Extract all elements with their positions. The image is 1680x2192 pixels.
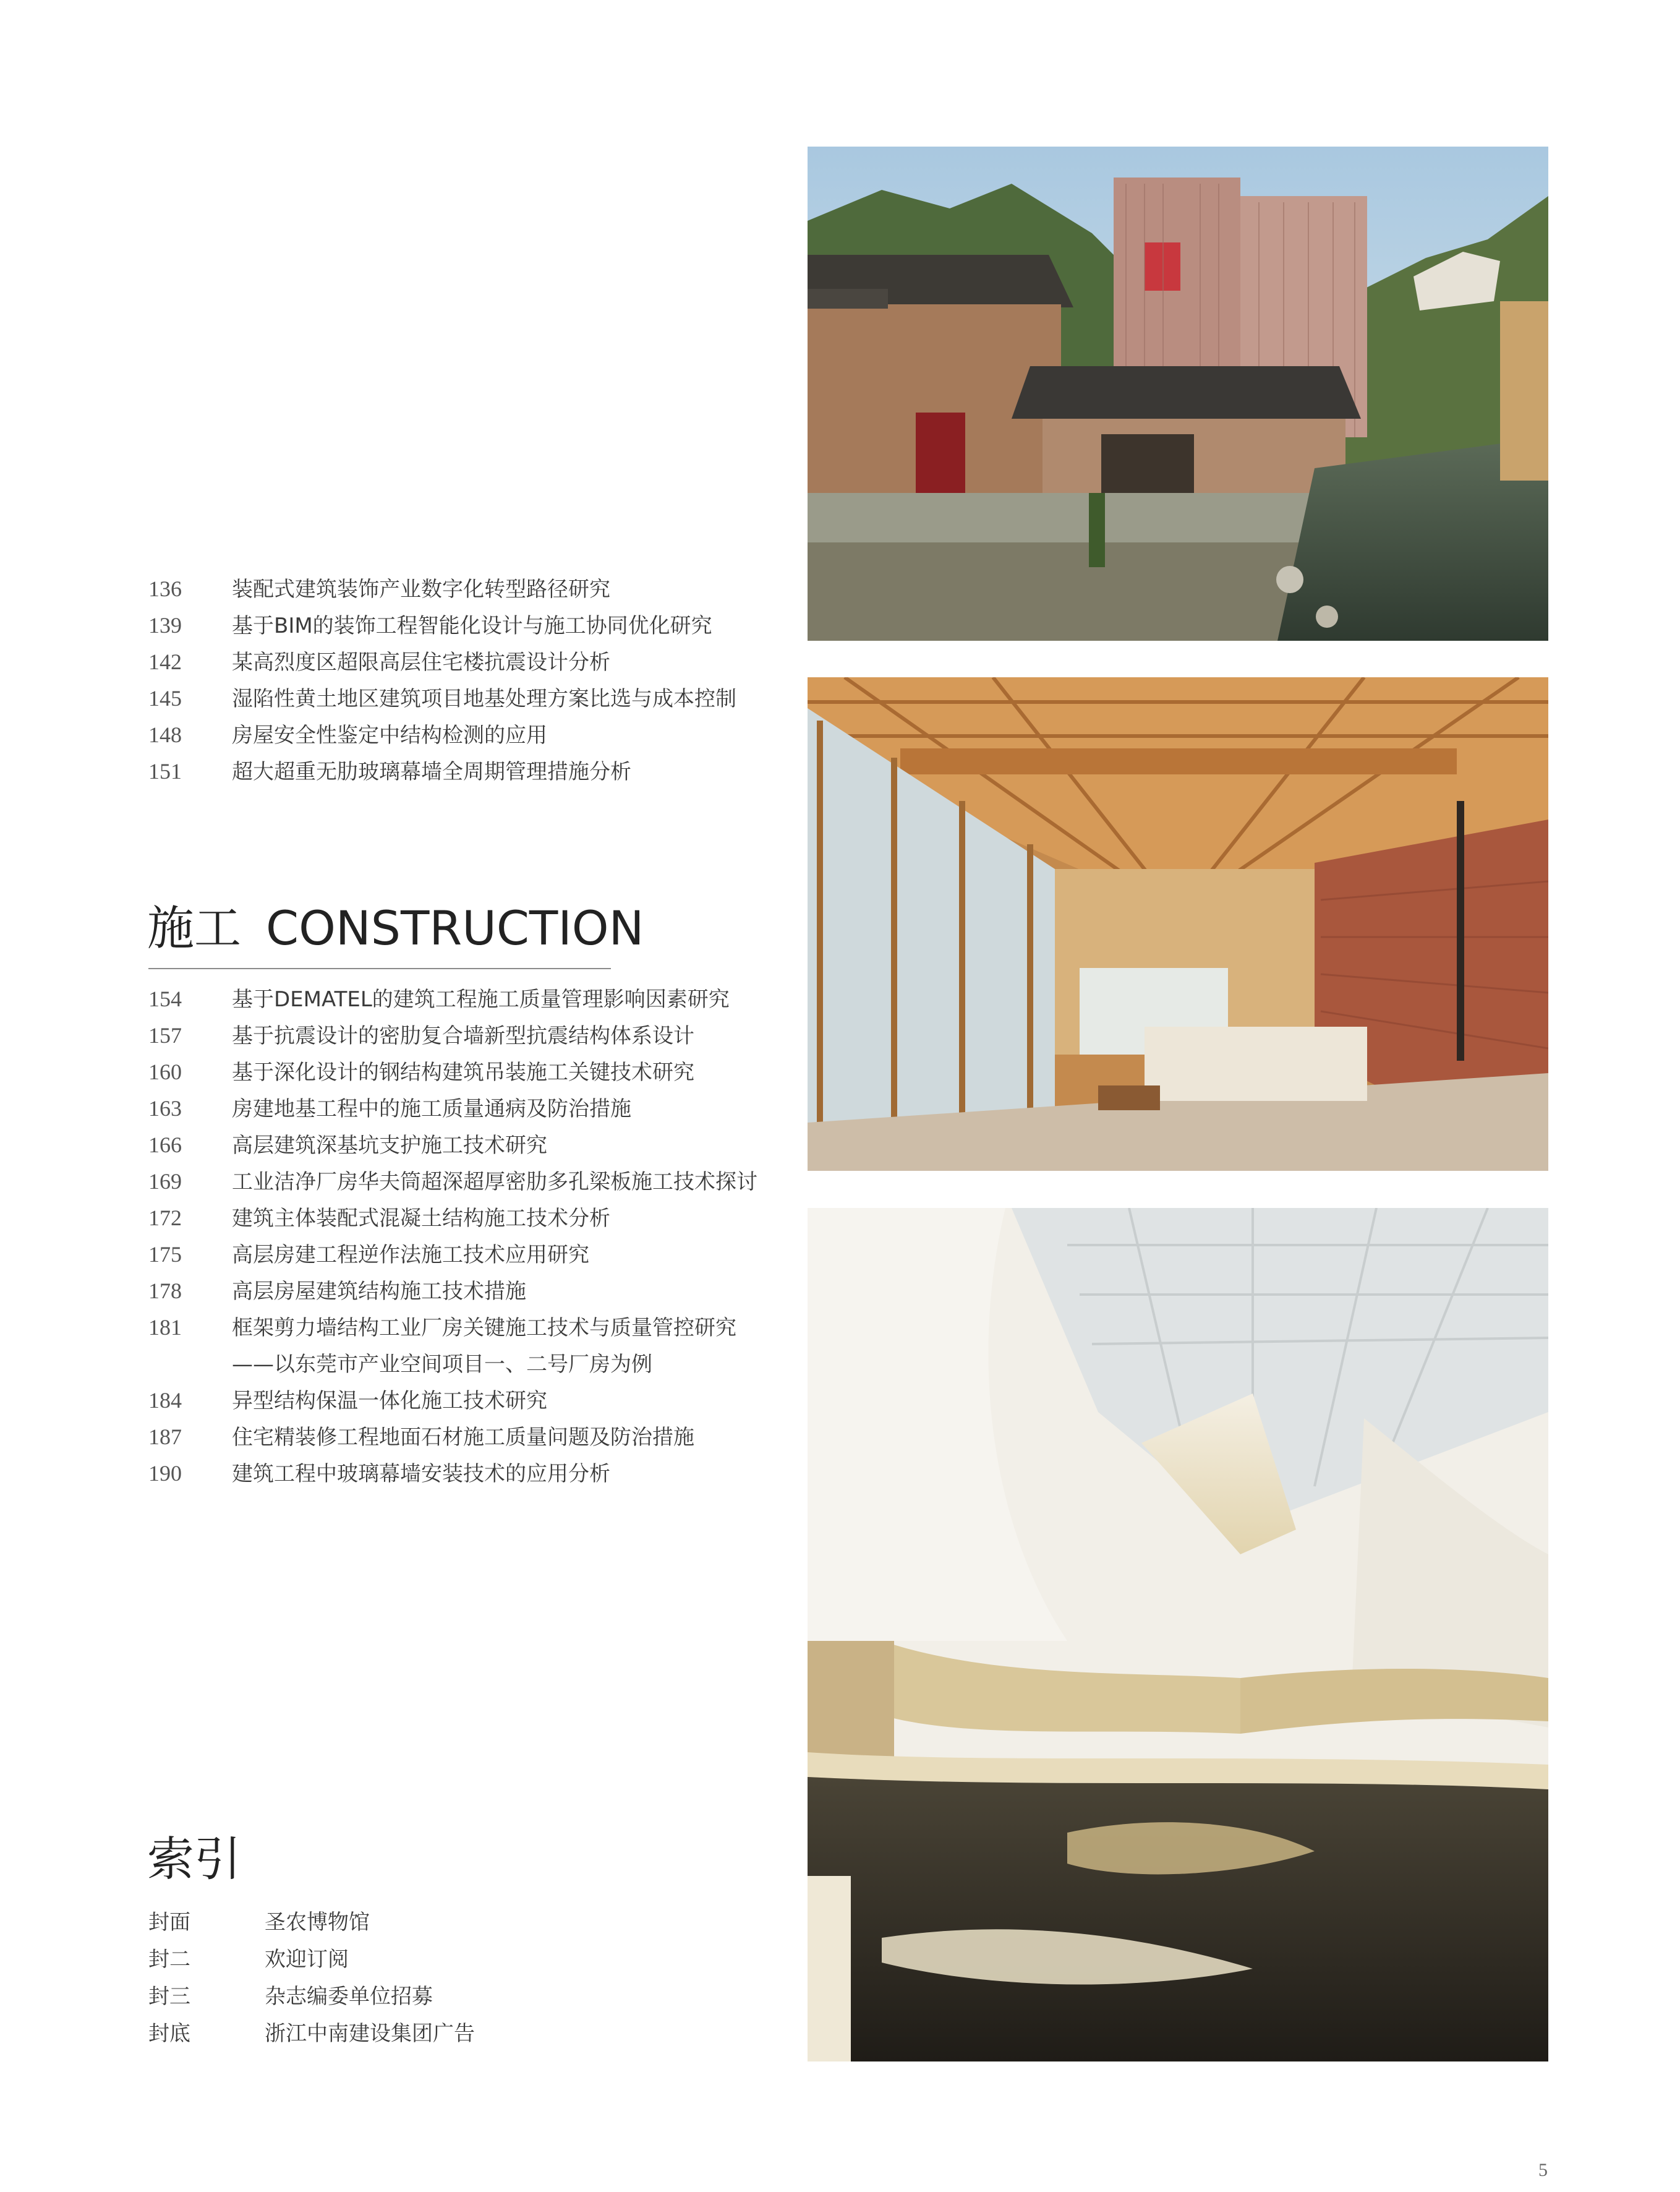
toc-item[interactable]	[148, 1384, 757, 1420]
toc-item[interactable]	[148, 645, 736, 682]
toc-item[interactable]	[148, 1128, 757, 1165]
construction-heading	[147, 891, 644, 958]
toc-page-number: 148	[148, 722, 182, 747]
timber-hall-interior-photo	[808, 677, 1548, 1171]
toc-item[interactable]	[148, 1311, 757, 1347]
toc-item[interactable]	[148, 1055, 757, 1092]
toc-item[interactable]	[148, 609, 736, 645]
toc-title: 建筑工程中玻璃幕墙安装技术的应用分析	[232, 1462, 610, 1486]
page-number: 5	[1538, 2160, 1548, 2180]
toc-page-number: 160	[148, 1060, 182, 1084]
village-exterior-photo	[808, 147, 1548, 641]
index-list	[148, 1905, 475, 2053]
toc-page-number: 163	[148, 1096, 182, 1121]
toc-page-number: 154	[148, 987, 182, 1011]
construction-heading-cn: 施工	[147, 901, 241, 956]
construction-heading-en: CONSTRUCTION	[266, 901, 644, 956]
index-item	[148, 1979, 475, 2016]
index-value: 杂志编委单位招募	[265, 1984, 433, 2009]
index-key: 封三	[148, 1984, 190, 2009]
toc-title: 基于抗震设计的密肋复合墙新型抗震结构体系设计	[232, 1024, 694, 1048]
toc-title: 基于BIM的装饰工程智能化设计与施工协同优化研究	[232, 614, 712, 638]
toc-item[interactable]	[148, 1457, 757, 1493]
index-value: 欢迎订阅	[265, 1947, 349, 1972]
toc-list-construction	[148, 982, 757, 1493]
toc-title: 装配式建筑装饰产业数字化转型路径研究	[232, 577, 610, 602]
toc-title: 框架剪力墙结构工业厂房关键施工技术与质量管控研究	[232, 1316, 736, 1340]
index-key: 封面	[148, 1910, 190, 1935]
toc-page-number: 166	[148, 1132, 182, 1157]
index-key: 封底	[148, 2021, 190, 2046]
toc-item[interactable]	[148, 718, 736, 755]
index-heading: 索引	[147, 1831, 241, 1886]
toc-page-number: 184	[148, 1388, 182, 1413]
toc-title: 异型结构保温一体化施工技术研究	[232, 1389, 547, 1413]
toc-title: 高层房屋建筑结构施工技术措施	[232, 1279, 526, 1304]
toc-page-number: 136	[148, 576, 182, 601]
index-value: 浙江中南建设集团广告	[265, 2021, 475, 2046]
index-item	[148, 2016, 475, 2053]
toc-item[interactable]	[148, 682, 736, 718]
toc-page-number: 139	[148, 613, 182, 638]
toc-page-number: 172	[148, 1205, 182, 1230]
toc-item[interactable]	[148, 1092, 757, 1128]
toc-title: 高层建筑深基坑支护施工技术研究	[232, 1133, 547, 1158]
toc-title: 基于深化设计的钢结构建筑吊装施工关键技术研究	[232, 1060, 694, 1085]
toc-title: 房屋安全性鉴定中结构检测的应用	[232, 723, 547, 748]
index-key: 封二	[148, 1947, 190, 1972]
toc-item[interactable]	[148, 1238, 757, 1274]
toc-title: 工业洁净厂房华夫筒超深超厚密肋多孔梁板施工技术探讨	[232, 1170, 757, 1194]
toc-page-number: 145	[148, 686, 182, 711]
toc-title: 基于DEMATEL的建筑工程施工质量管理影响因素研究	[232, 987, 730, 1012]
toc-page-number: 151	[148, 759, 182, 784]
index-value: 圣农博物馆	[265, 1910, 370, 1935]
toc-item-subtitle	[148, 1347, 757, 1384]
toc-item[interactable]	[148, 1165, 757, 1201]
toc-item[interactable]	[148, 1420, 757, 1457]
toc-page-number: 178	[148, 1278, 182, 1303]
toc-page-number: 190	[148, 1461, 182, 1486]
index-item	[148, 1905, 475, 1942]
atrium-interior-photo	[808, 1208, 1548, 2061]
toc-item[interactable]	[148, 1274, 757, 1311]
toc-item[interactable]	[148, 982, 757, 1019]
toc-page-number: 169	[148, 1169, 182, 1194]
section-divider	[148, 968, 611, 969]
toc-title: 房建地基工程中的施工质量通病及防治措施	[232, 1097, 631, 1121]
toc-title: 某高烈度区超限高层住宅楼抗震设计分析	[232, 650, 610, 675]
toc-item[interactable]	[148, 1019, 757, 1055]
toc-page-number: 142	[148, 649, 182, 674]
toc-title: 超大超重无肋玻璃幕墙全周期管理措施分析	[232, 760, 631, 784]
toc-title: 建筑主体装配式混凝土结构施工技术分析	[232, 1206, 610, 1231]
toc-page-number: 175	[148, 1242, 182, 1267]
toc-item[interactable]	[148, 1201, 757, 1238]
toc-page-number: 157	[148, 1023, 182, 1048]
toc-title: 住宅精装修工程地面石材施工质量问题及防治措施	[232, 1425, 694, 1450]
index-item	[148, 1942, 475, 1979]
toc-list-top	[148, 572, 736, 791]
toc-page-number: 187	[148, 1424, 182, 1449]
toc-item[interactable]	[148, 755, 736, 791]
toc-item[interactable]	[148, 572, 736, 609]
toc-page-number: 181	[148, 1315, 182, 1340]
toc-title: 高层房建工程逆作法施工技术应用研究	[232, 1243, 589, 1267]
toc-subtitle: ——以东莞市产业空间项目一、二号厂房为例	[232, 1352, 652, 1377]
toc-title: 湿陷性黄土地区建筑项目地基处理方案比选与成本控制	[232, 687, 736, 711]
